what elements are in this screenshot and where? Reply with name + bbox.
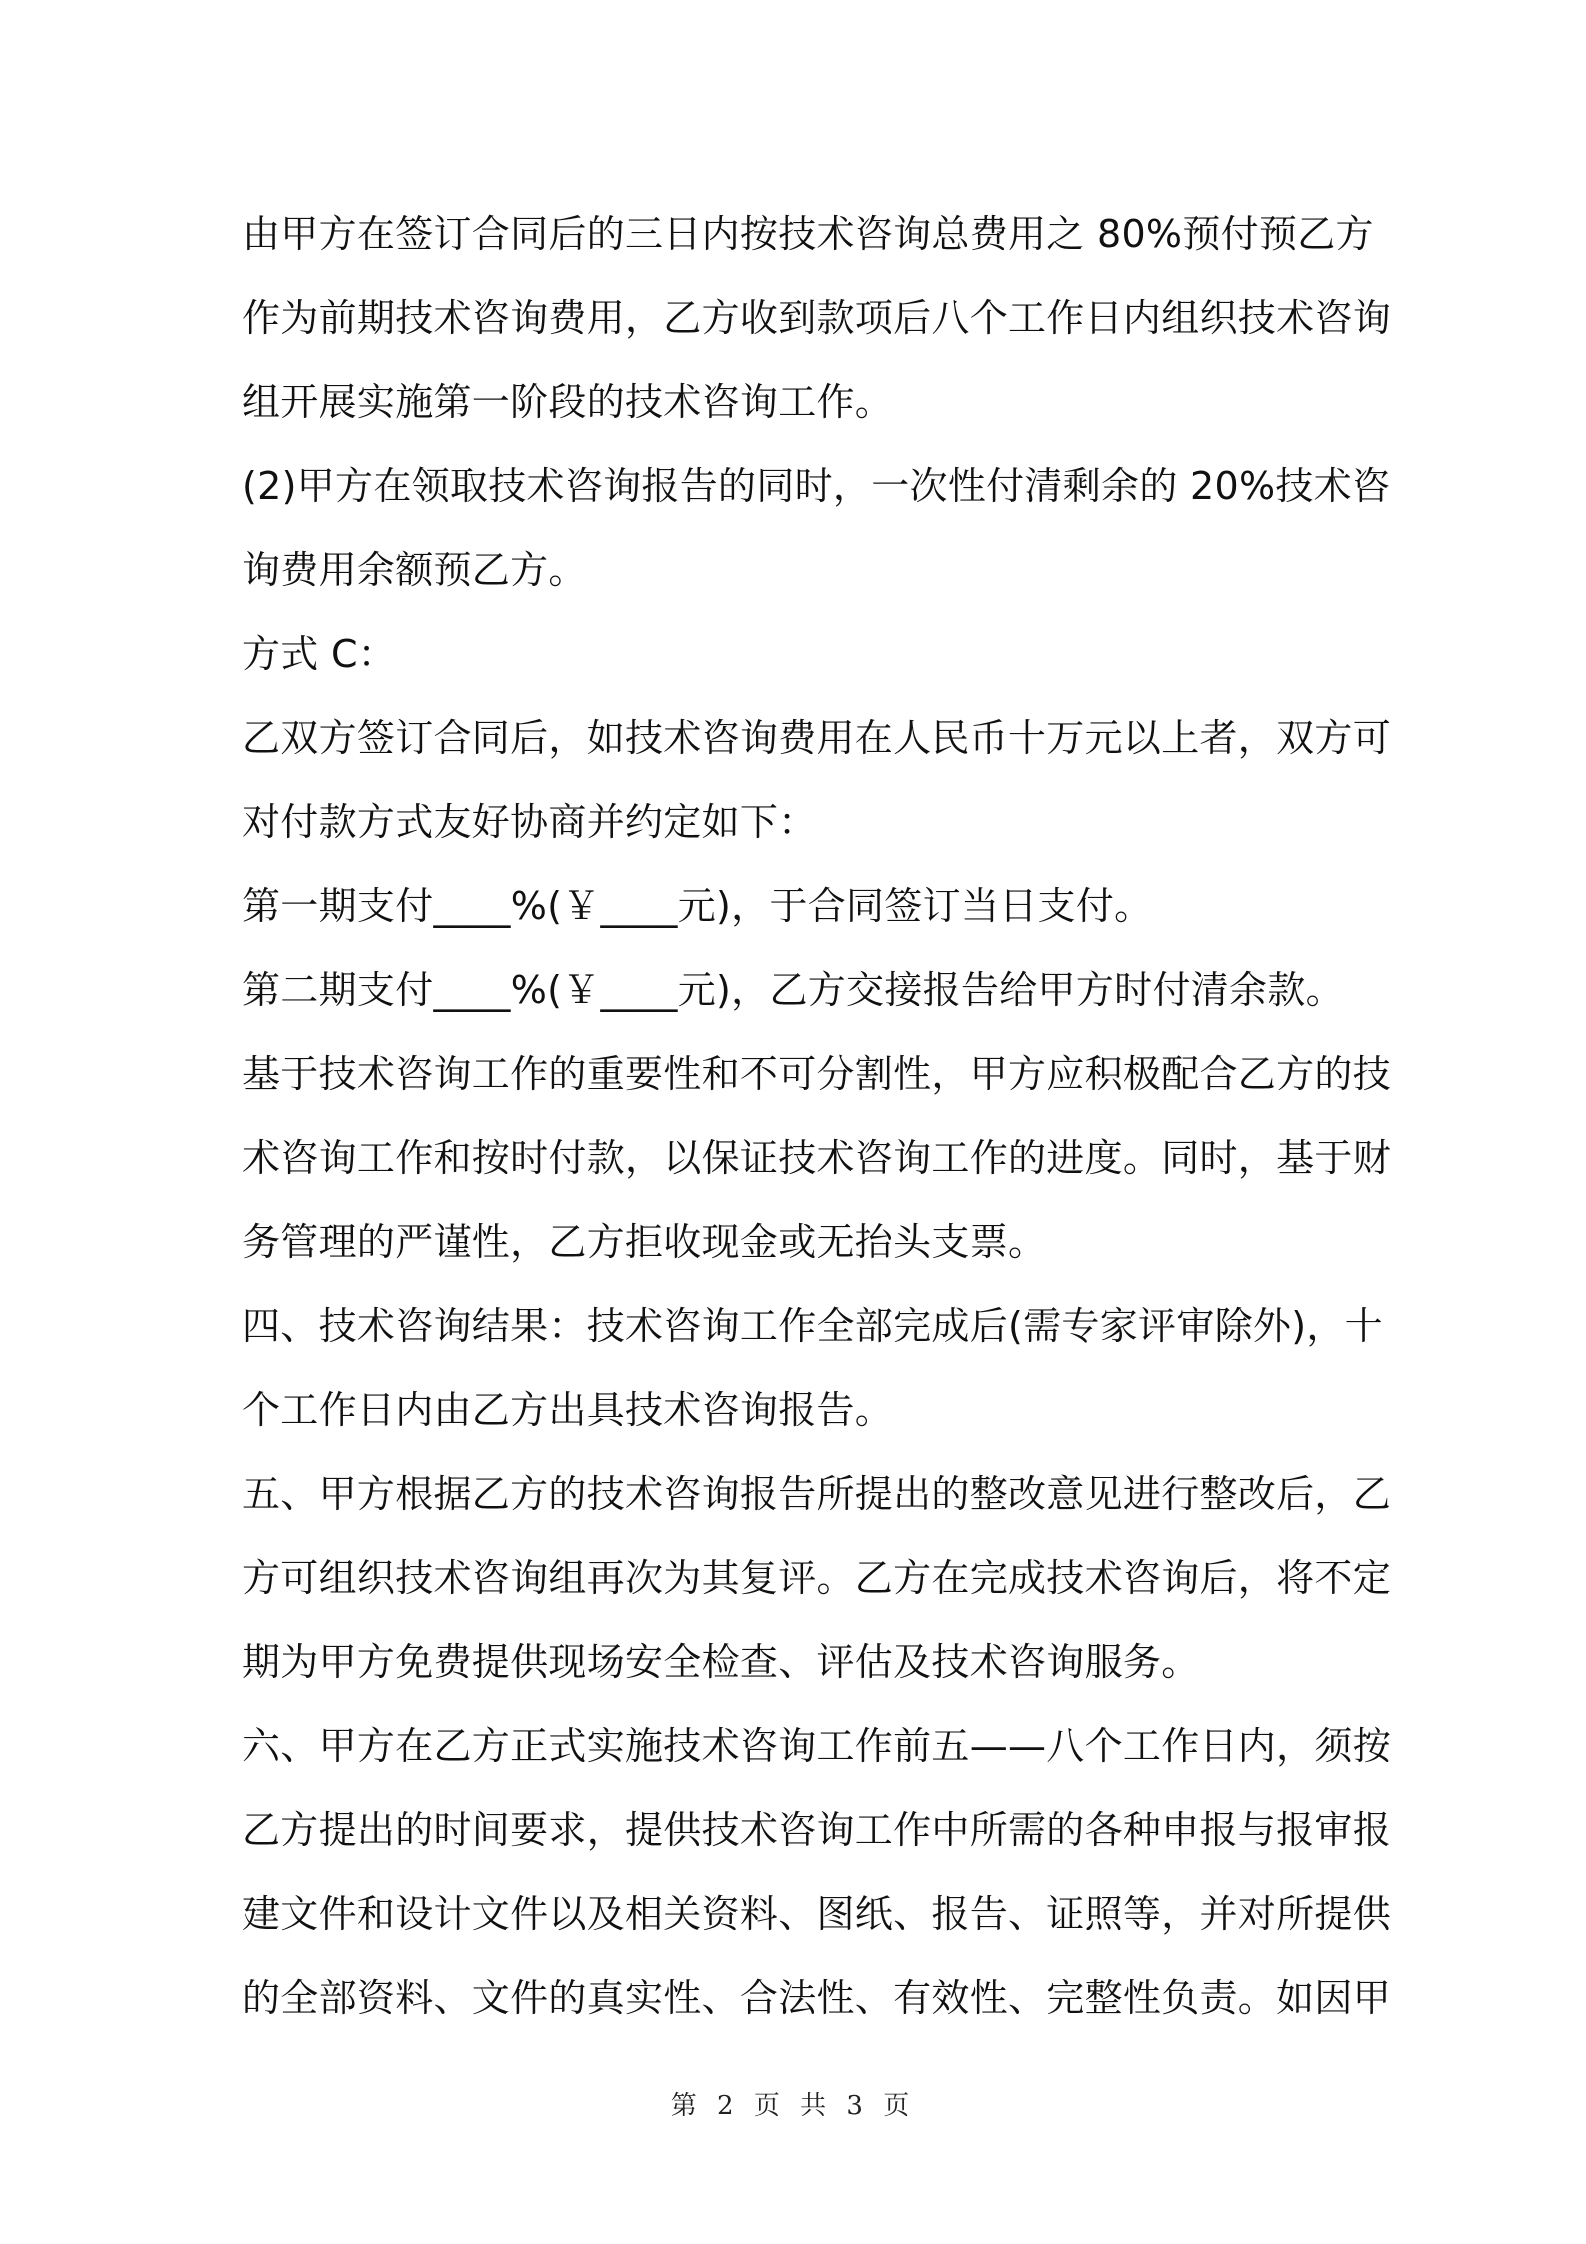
text-line: 基于技术咨询工作的重要性和不可分割性，甲方应积极配合乙方的技 (242, 1052, 1392, 1096)
text-line: 方可组织技术咨询组再次为其复评。乙方在完成技术咨询后，将不定 (242, 1556, 1392, 1600)
text-line: (2)甲方在领取技术咨询报告的同时，一次性付清剩余的 20%技术咨 (242, 464, 1391, 508)
text-line: 第二期支付____%(￥____元)，乙方交接报告给甲方时付清余款。 (242, 968, 1344, 1012)
text-line: 作为前期技术咨询费用，乙方收到款项后八个工作日内组织技术咨询 (242, 296, 1392, 340)
text-line: 期为甲方免费提供现场安全检查、评估及技术咨询服务。 (242, 1640, 1200, 1684)
text-line: 询费用余额预乙方。 (242, 548, 587, 592)
body-text (242, 192, 1392, 2040)
text-line: 方式 C： (242, 632, 397, 676)
text-line: 组开展实施第一阶段的技术咨询工作。 (242, 380, 894, 424)
text-line: 的全部资料、文件的真实性、合法性、有效性、完整性负责。如因甲 (242, 1976, 1392, 2020)
text-line: 四、技术咨询结果：技术咨询工作全部完成后(需专家评审除外)，十 (242, 1304, 1383, 1348)
text-line: 术咨询工作和按时付款，以保证技术咨询工作的进度。同时，基于财 (242, 1136, 1392, 1180)
text-line: 对付款方式友好协商并约定如下： (242, 800, 817, 844)
text-line: 第一期支付____%(￥____元)，于合同签订当日支付。 (242, 884, 1153, 928)
text-line: 务管理的严谨性，乙方拒收现金或无抬头支票。 (242, 1220, 1047, 1264)
text-line: 乙双方签订合同后，如技术咨询费用在人民币十万元以上者，双方可 (242, 716, 1392, 760)
text-line: 乙方提出的时间要求，提供技术咨询工作中所需的各种申报与报审报 (242, 1808, 1392, 1852)
text-line: 五、甲方根据乙方的技术咨询报告所提出的整改意见进行整改后，乙 (242, 1472, 1392, 1516)
text-line: 六、甲方在乙方正式实施技术咨询工作前五——八个工作日内，须按 (242, 1724, 1392, 1768)
text-line: 个工作日内由乙方出具技术咨询报告。 (242, 1388, 894, 1432)
page-number-footer: 第 2 页 共 3 页 (670, 2091, 916, 2121)
text-line: 由甲方在签订合同后的三日内按技术咨询总费用之 80%预付预乙方 (242, 212, 1374, 256)
text-line: 建文件和设计文件以及相关资料、图纸、报告、证照等，并对所提供 (242, 1892, 1392, 1936)
